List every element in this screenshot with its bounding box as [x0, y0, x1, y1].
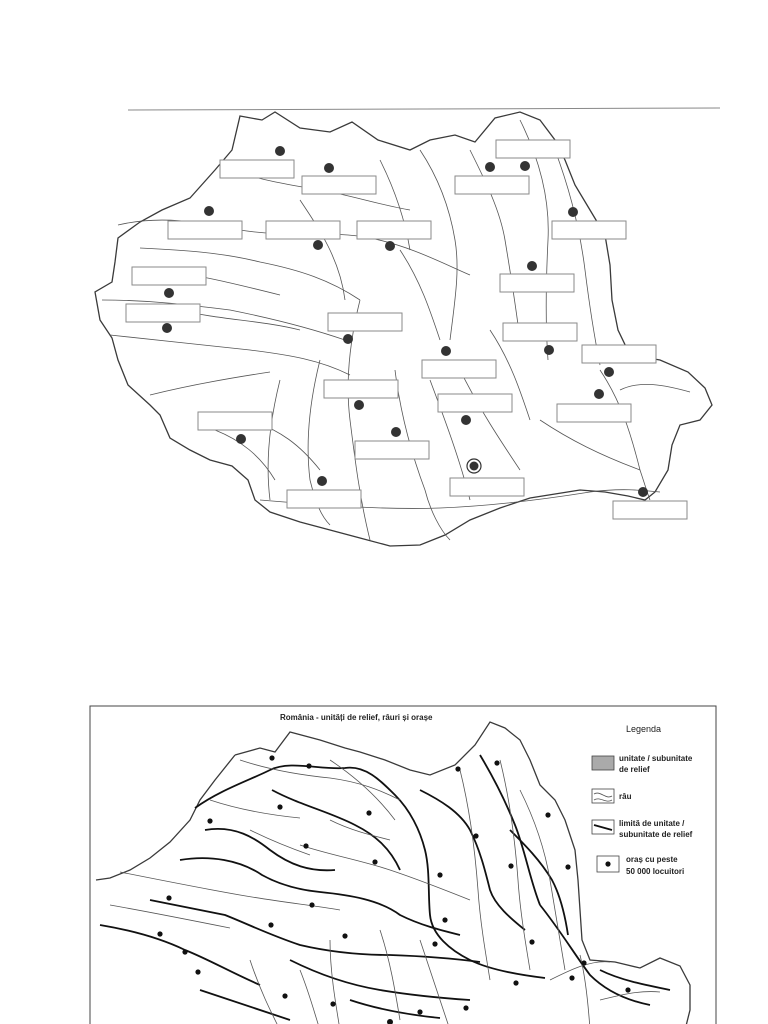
label-box-22[interactable] [287, 490, 361, 508]
label-box-20[interactable] [355, 441, 429, 459]
label-box-23[interactable] [613, 501, 687, 519]
blank-map [95, 108, 720, 546]
label-boxes [126, 140, 687, 519]
label-box-7[interactable] [357, 221, 431, 239]
legend-item-river: râu [619, 792, 632, 801]
label-box-12[interactable] [328, 313, 402, 331]
label-box-16[interactable] [324, 380, 398, 398]
label-box-1[interactable] [220, 160, 294, 178]
relief-map-title: România - unități de relief, râuri și orașe [280, 713, 433, 722]
country-border [95, 112, 712, 546]
legend-item-boundary-1: limită de unitate / [619, 819, 685, 828]
legend-item-relief-unit-1: unitate / subunitate [619, 754, 693, 763]
label-box-2[interactable] [302, 176, 376, 194]
label-box-3[interactable] [496, 140, 570, 158]
label-box-18[interactable] [557, 404, 631, 422]
label-box-11[interactable] [126, 304, 200, 322]
legend-heading: Legenda [626, 724, 662, 734]
label-box-5[interactable] [168, 221, 242, 239]
top-rule [128, 108, 720, 110]
label-box-14[interactable] [582, 345, 656, 363]
label-box-4[interactable] [455, 176, 529, 194]
legend-item-city-1: oraș cu peste [626, 855, 678, 864]
label-box-15[interactable] [422, 360, 496, 378]
legend-item-city-2: 50 000 locuitori [626, 867, 685, 876]
legend-item-relief-unit-2: de relief [619, 765, 650, 774]
label-box-9[interactable] [132, 267, 206, 285]
label-box-21[interactable] [450, 478, 524, 496]
label-box-17[interactable] [438, 394, 512, 412]
label-box-13[interactable] [503, 323, 577, 341]
label-box-8[interactable] [552, 221, 626, 239]
label-box-10[interactable] [500, 274, 574, 292]
label-box-6[interactable] [266, 221, 340, 239]
relief-map [90, 706, 716, 1024]
relief-unit-swatch [592, 756, 614, 770]
label-box-19[interactable] [198, 412, 272, 430]
legend-item-boundary-2: subunitate de relief [619, 830, 693, 839]
